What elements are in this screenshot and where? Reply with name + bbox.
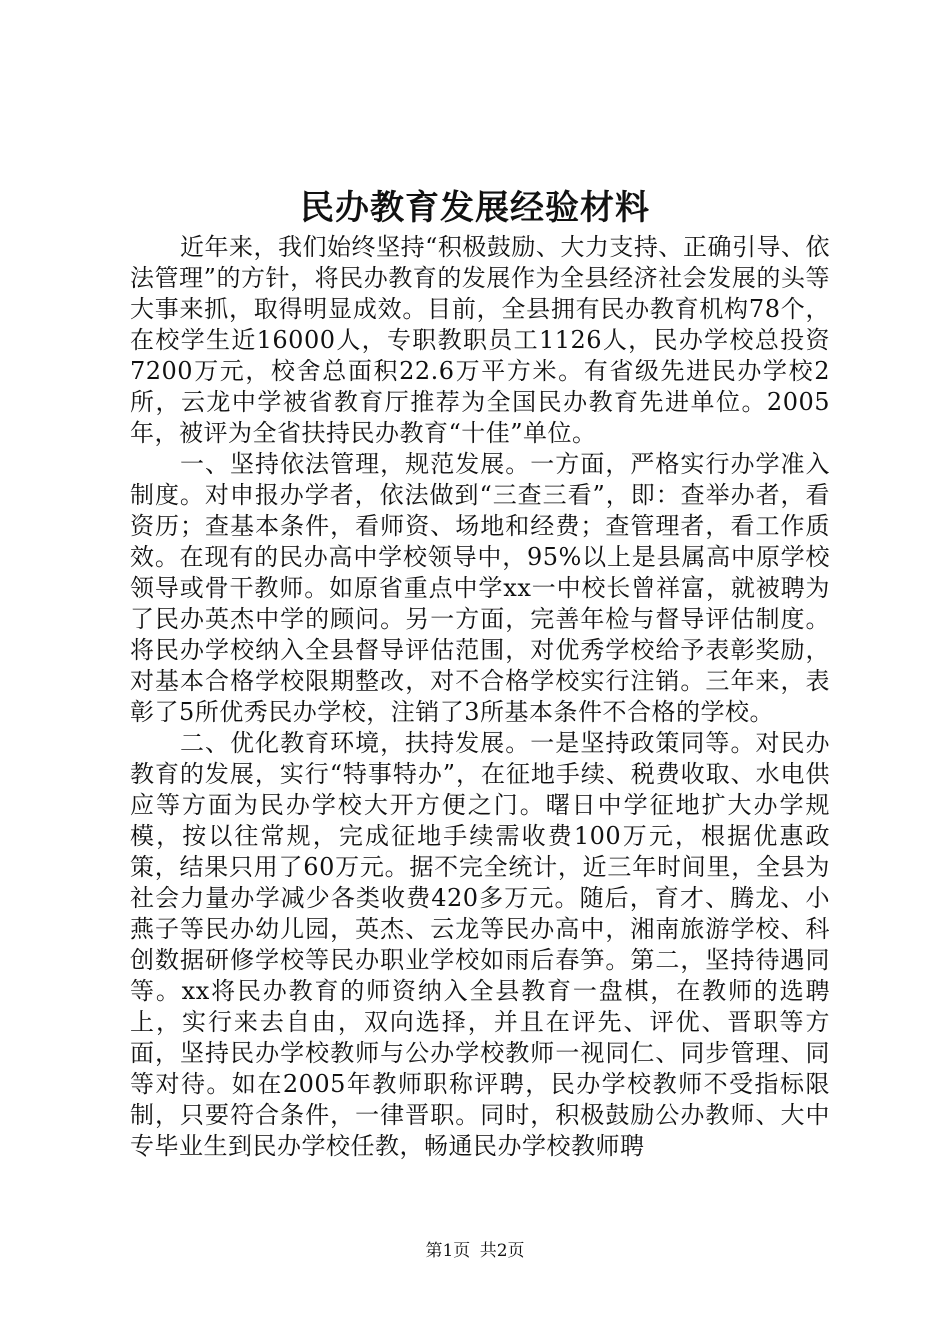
document-title: 民办教育发展经验材料	[300, 188, 650, 228]
paragraph-section-one: 一、坚持依法管理，规范发展。一方面，严格实行办学准入制度。对申报办学者，依法做到“三查三看”，即：查举办者，看资历；查基本条件，看师资、场地和经费；查管理者，看工作质效。在现有的民办高中学校领导中，95%以上是县属高中原学校领导或骨干教师。如原省重点中学xx一中校长曾祥富，就被聘为了民办英杰中学的顾问。另一方面，完善年检与督导评估制度。将民办学校纳入全县督导评估范围，对优秀学校给予表彰奖励，对基本合格学校限期整改，对不合格学校实行注销。三年来，表彰了5所优秀民办学校，注销了3所基本条件不合格的学校。	[130, 450, 830, 726]
document-body	[130, 232, 830, 1162]
paragraph-intro: 近年来，我们始终坚持“积极鼓励、大力支持、正确引导、依法管理”的方针，将民办教育的发展作为全县经济社会发展的头等大事来抓，取得明显成效。目前，全县拥有民办教育机构78个，在校学生近16000人，专职教职员工1126人，民办学校总投资7200万元，校舍总面积22.6万平方米。有省级先进民办学校2所，云龙中学被省教育厅推荐为全国民办教育先进单位。2005年，被评为全省扶持民办教育“十佳”单位。	[130, 233, 830, 447]
page-total: 共2页	[479, 1241, 525, 1261]
page-footer	[0, 1240, 950, 1262]
paragraph-section-two: 二、优化教育环境，扶持发展。一是坚持政策同等。对民办教育的发展，实行“特事特办”，在征地手续、税费收取、水电供应等方面为民办学校大开方便之门。曙日中学征地扩大办学规模，按以往常规，完成征地手续需收费100万元，根据优惠政策，结果只用了60万元。据不完全统计，近三年时间里，全县为社会力量办学减少各类收费420多万元。随后，育才、腾龙、小燕子等民办幼儿园，英杰、云龙等民办高中，湘南旅游学校、科创数据研修学校等民办职业学校如雨后春笋。第二，坚持待遇同等。xx将民办教育的师资纳入全县教育一盘棋，在教师的选聘上，实行来去自由，双向选择，并且在评先、评优、晋职等方面，坚持民办学校教师与公办学校教师一视同仁、同步管理、同等对待。如在2005年教师职称评聘，民办学校教师不受指标限制，只要符合条件，一律晋职。同时，积极鼓励公办教师、大中专毕业生到民办学校任教，畅通民办学校教师聘	[130, 729, 830, 1160]
page-number: 第1页	[425, 1241, 471, 1261]
